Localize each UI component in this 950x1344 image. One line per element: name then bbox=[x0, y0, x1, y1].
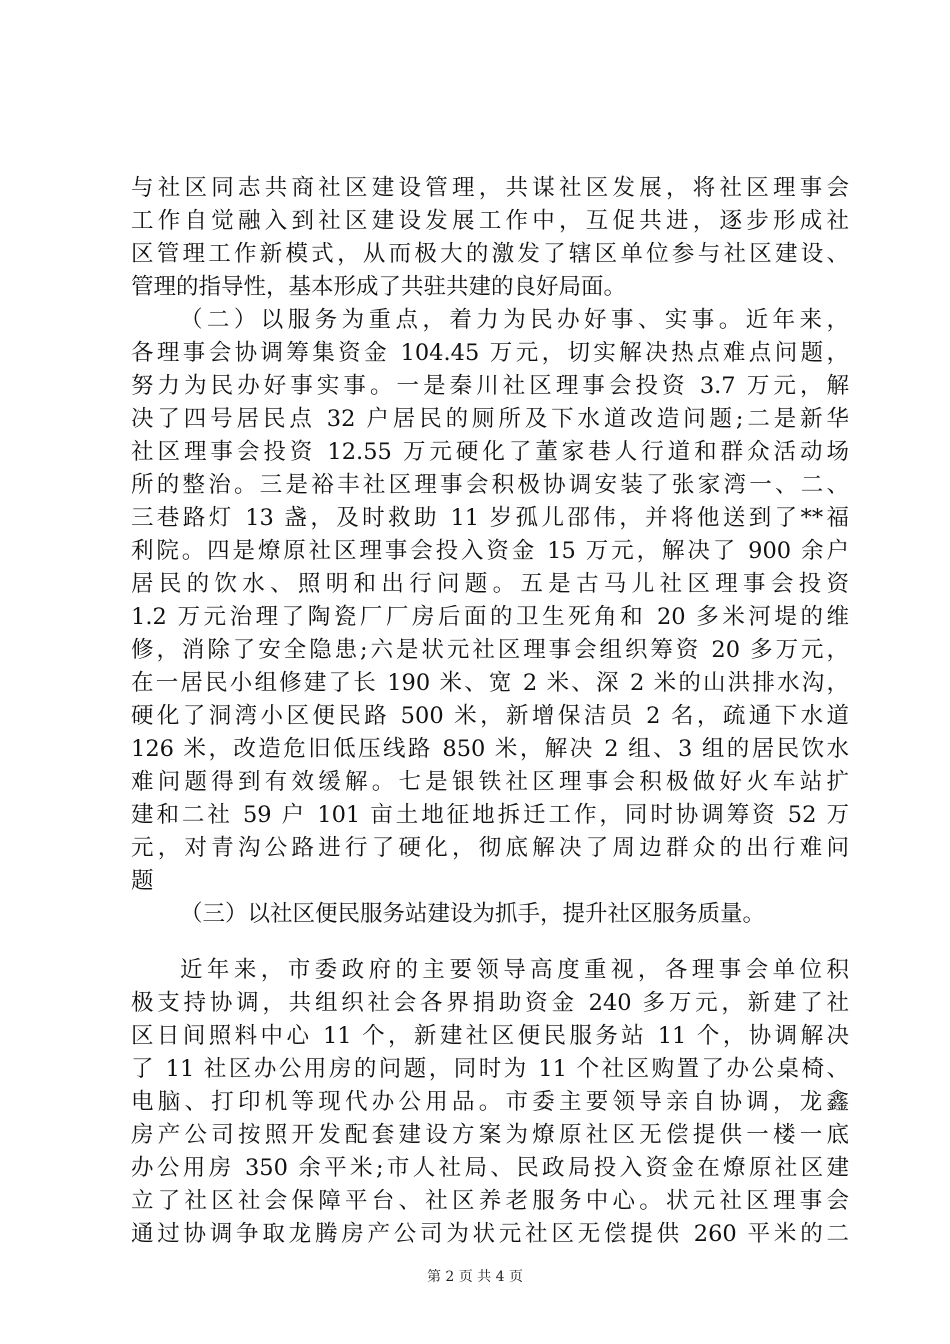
text-line: 三巷路灯 13 盏，及时救助 11 岁孤儿邵伟，并将他送到了**福 bbox=[131, 505, 849, 531]
text-line: 工作自觉融入到社区建设发展工作中，互促共进，逐步形成社 bbox=[131, 208, 849, 234]
text-line: 各理事会协调筹集资金 104.45 万元，切实解决热点难点问题， bbox=[131, 340, 849, 366]
section-heading: （三）以社区便民服务站建设为抓手，提升社区服务质量。 bbox=[180, 901, 766, 927]
text-line: 努力为民办好事实事。一是秦川社区理事会投资 3.7 万元，解 bbox=[131, 373, 849, 399]
paragraph-4 bbox=[131, 954, 849, 1251]
text-line: （二）以服务为重点，着力为民办好事、实事。近年来， bbox=[180, 307, 849, 333]
text-line: 社区理事会投资 12.55 万元硬化了董家巷人行道和群众活动场 bbox=[131, 439, 849, 465]
text-line: 区管理工作新模式，从而极大的激发了辖区单位参与社区建设、 bbox=[131, 241, 849, 267]
document-body bbox=[131, 172, 849, 1251]
text-line: 管理的指导性，基本形成了共驻共建的良好局面。 bbox=[131, 274, 627, 300]
text-line: 极支持协调，共组织社会各界捐助资金 240 多万元，新建了社 bbox=[131, 990, 849, 1016]
text-line: 126 米，改造危旧低压线路 850 米，解决 2 组、3 组的居民饮水 bbox=[131, 736, 849, 762]
text-line: 利院。四是燎原社区理事会投入资金 15 万元，解决了 900 余户 bbox=[131, 538, 849, 564]
paragraph-2 bbox=[131, 304, 849, 898]
text-line: 硬化了洞湾小区便民路 500 米，新增保洁员 2 名，疏通下水道 bbox=[131, 703, 849, 729]
text-line: 决了四号居民点 32 户居民的厕所及下水道改造问题;二是新华 bbox=[131, 406, 849, 432]
text-line: 区日间照料中心 11 个，新建社区便民服务站 11 个，协调解决 bbox=[131, 1023, 849, 1049]
text-line: 所的整治。三是裕丰社区理事会积极协调安装了张家湾一、二、 bbox=[131, 472, 849, 498]
text-line: 居民的饮水、照明和出行问题。五是古马儿社区理事会投资 bbox=[131, 571, 849, 597]
page-footer: 第 2 页 共 4 页 bbox=[426, 1269, 524, 1285]
text-line: 1.2 万元治理了陶瓷厂厂房后面的卫生死角和 20 多米河堤的维 bbox=[131, 604, 849, 630]
text-line: 与社区同志共商社区建设管理，共谋社区发展，将社区理事会 bbox=[131, 175, 849, 201]
text-line: 题 bbox=[131, 868, 154, 894]
text-line: 了 11 社区办公用房的问题，同时为 11 个社区购置了办公桌椅、 bbox=[131, 1056, 849, 1082]
text-line: 元，对青沟公路进行了硬化，彻底解决了周边群众的出行难问 bbox=[131, 835, 849, 861]
text-line: 修，消除了安全隐患;六是状元社区理事会组织筹资 20 多万元， bbox=[131, 637, 849, 663]
paragraph-1 bbox=[131, 172, 849, 304]
text-line: 电脑、打印机等现代办公用品。市委主要领导亲自协调，龙鑫 bbox=[131, 1089, 849, 1115]
text-line: 建和二社 59 户 101 亩土地征地拆迁工作，同时协调筹资 52 万 bbox=[131, 802, 849, 828]
text-line: 办公用房 350 余平米;市人社局、民政局投入资金在燎原社区建 bbox=[131, 1155, 849, 1181]
text-line: 通过协调争取龙腾房产公司为状元社区无偿提供 260 平米的二 bbox=[131, 1221, 849, 1247]
text-line: 在一居民小组修建了长 190 米、宽 2 米、深 2 米的山洪排水沟， bbox=[131, 670, 849, 696]
text-line: 难问题得到有效缓解。七是银铁社区理事会积极做好火车站扩 bbox=[131, 769, 849, 795]
text-line: 房产公司按照开发配套建设方案为燎原社区无偿提供一楼一底 bbox=[131, 1122, 849, 1148]
text-line: 近年来，市委政府的主要领导高度重视，各理事会单位积 bbox=[180, 957, 849, 983]
paragraph-3 bbox=[131, 898, 849, 931]
paragraph-gap bbox=[131, 931, 849, 954]
text-line: 立了社区社会保障平台、社区养老服务中心。状元社区理事会 bbox=[131, 1188, 849, 1214]
